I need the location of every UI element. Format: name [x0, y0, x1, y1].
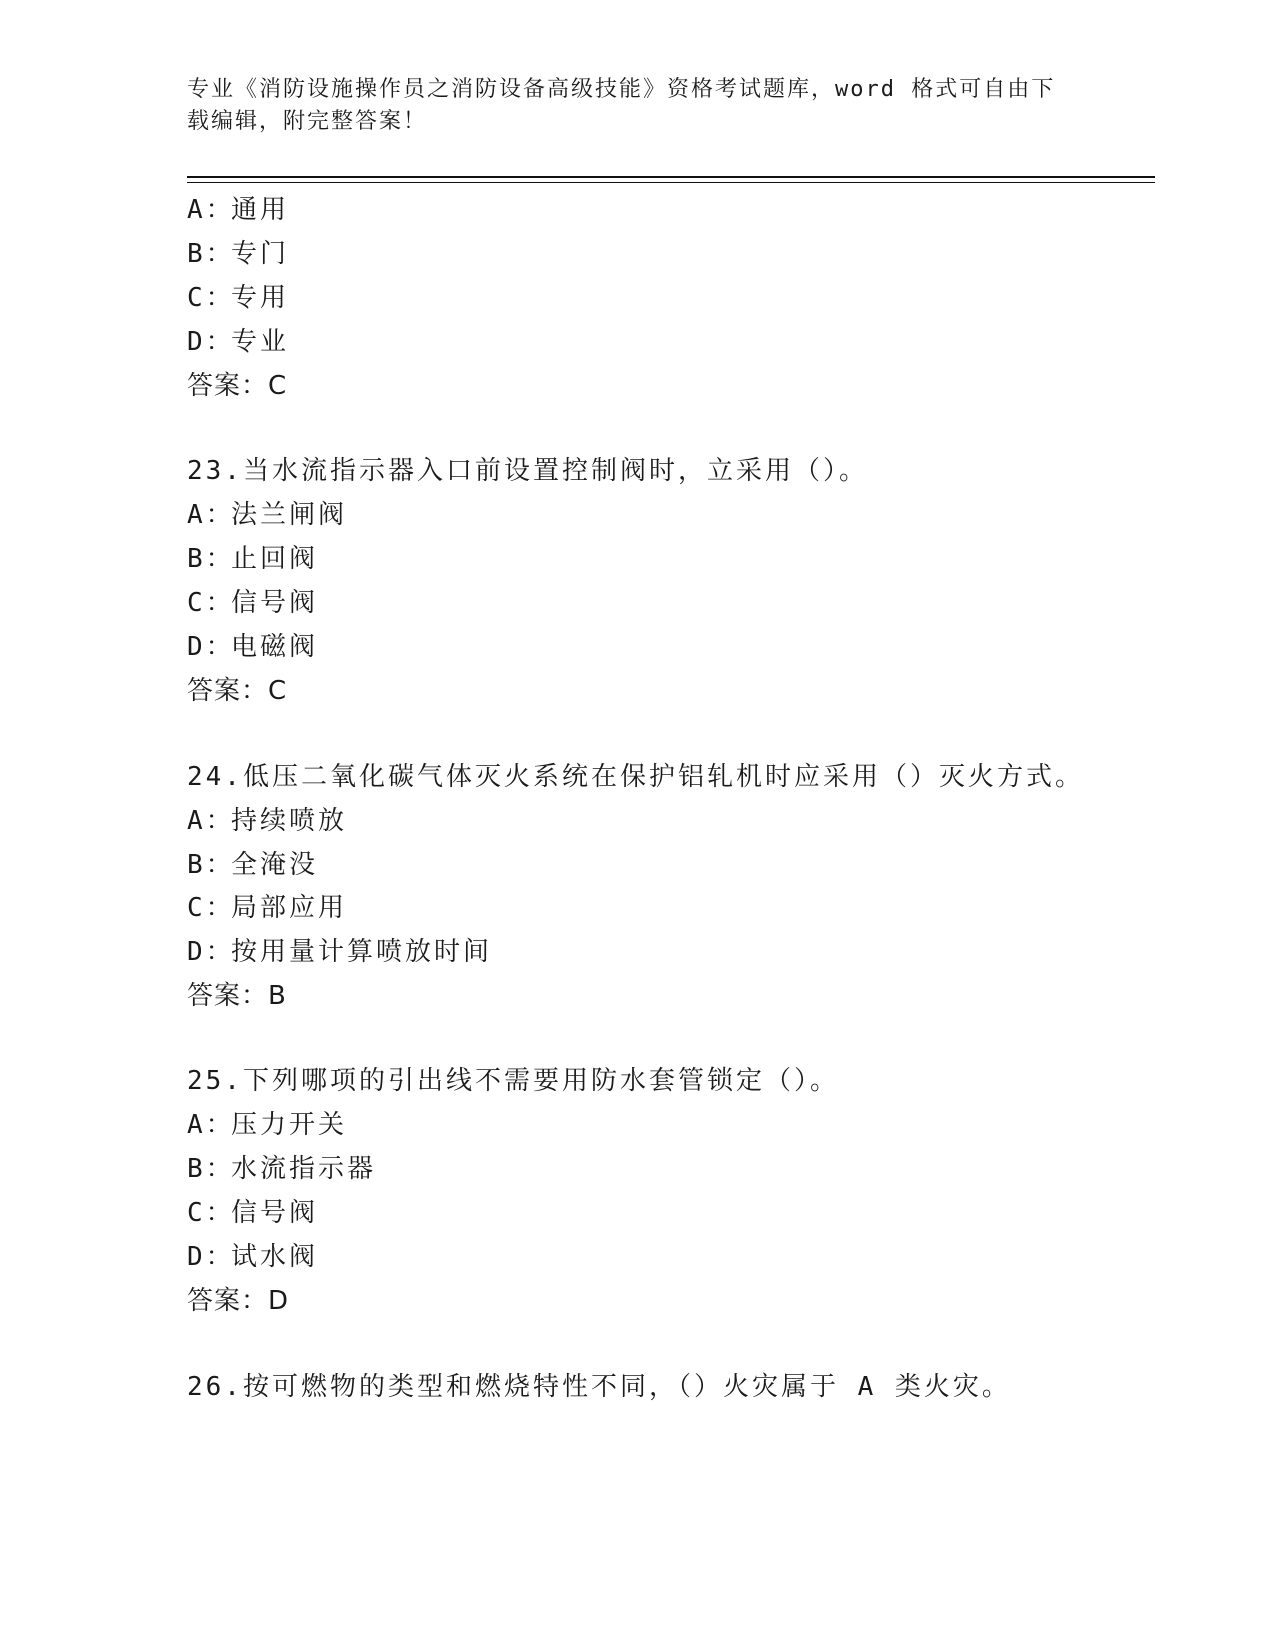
header-divider-thin: [187, 182, 1155, 183]
option-a: A：法兰闸阀: [187, 500, 348, 530]
answer: 答案：B: [187, 981, 287, 1011]
option-d: D：专业: [187, 327, 290, 357]
document-header: [187, 74, 1087, 138]
header-divider: [187, 176, 1155, 178]
answer: 答案：C: [187, 371, 288, 401]
option-c: C：局部应用: [187, 893, 348, 923]
header-line-1: 专业《消防设施操作员之消防设备高级技能》资格考试题库，word 格式可自由下: [187, 77, 1056, 102]
option-a: A：通用: [187, 195, 290, 225]
option-c: C：信号阀: [187, 588, 319, 618]
option-c: C：信号阀: [187, 1198, 319, 1228]
option-b: B：专门: [187, 239, 290, 269]
answer: 答案：D: [187, 1286, 290, 1316]
answer: 答案：C: [187, 676, 288, 706]
question-stem: 26.按可燃物的类型和燃烧特性不同，（）火灾属于 A 类火灾。: [187, 1372, 1011, 1402]
option-b: B：止回阀: [187, 544, 319, 574]
question-stem: 24.低压二氧化碳气体灭火系统在保护铝轧机时应采用（）灭火方式。: [187, 762, 1084, 792]
option-a: A：持续喷放: [187, 806, 348, 836]
header-line-2: 载编辑，附完整答案！: [187, 109, 428, 134]
option-d: D：试水阀: [187, 1242, 319, 1272]
question-stem: 25.下列哪项的引出线不需要用防水套管锁定（）。: [187, 1066, 839, 1096]
option-b: B：水流指示器: [187, 1154, 377, 1184]
question-stem: 23.当水流指示器入口前设置控制阀时，立采用（）。: [187, 456, 868, 486]
option-d: D：电磁阀: [187, 632, 319, 662]
option-b: B：全淹没: [187, 850, 319, 880]
option-a: A：压力开关: [187, 1110, 348, 1140]
option-c: C：专用: [187, 283, 290, 313]
option-d: D：按用量计算喷放时间: [187, 937, 493, 967]
